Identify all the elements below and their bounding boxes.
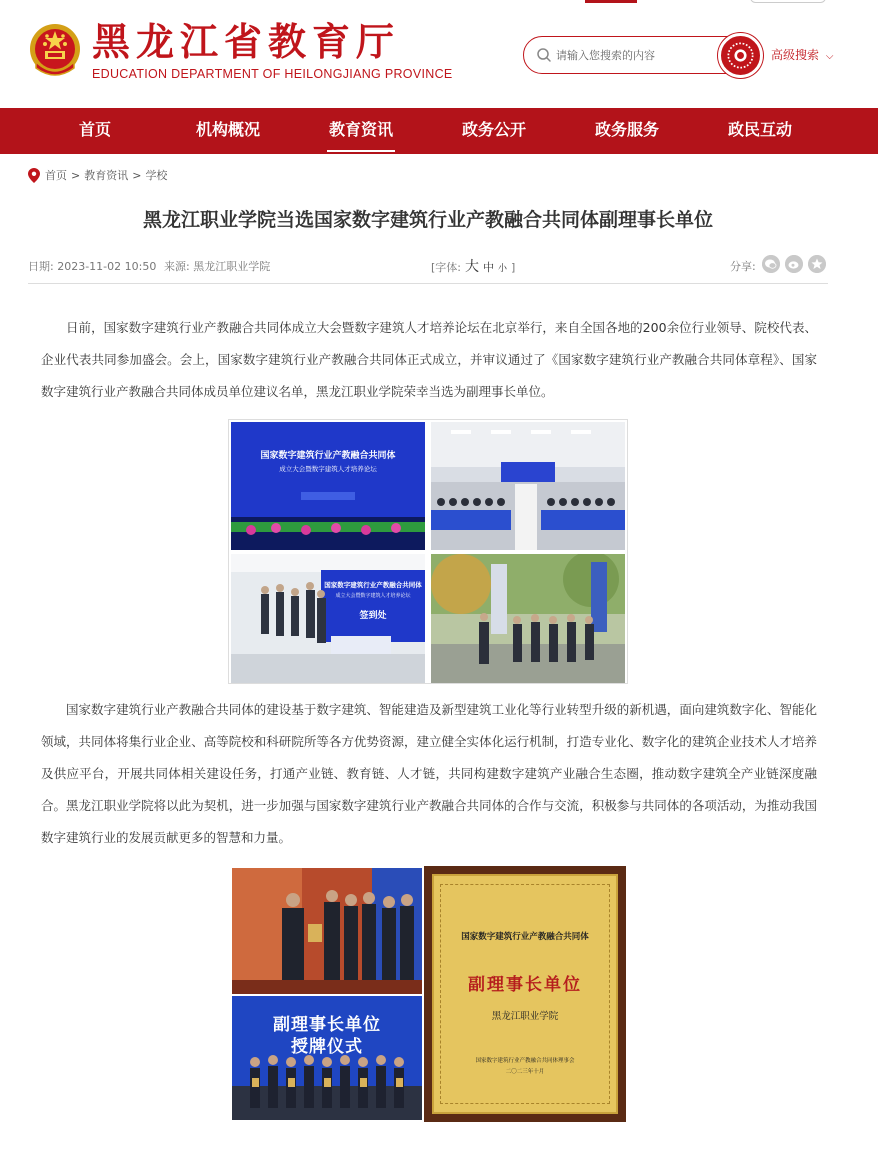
photo-conference-hall (431, 422, 625, 550)
breadcrumb-separator: > (71, 168, 81, 182)
source-value: 黑龙江职业学院 (193, 260, 271, 273)
site-subtitle: EDUCATION DEPARTMENT OF HEILONGJIANG PROVINCE (92, 67, 453, 81)
article-meta (28, 254, 828, 284)
article-title: 黑龙江职业学院当选国家数字建筑行业产教融合共同体副理事长单位 (142, 209, 713, 231)
font-small-button[interactable]: 小 (498, 264, 508, 274)
plaque-date: 二〇二三年十月 (505, 1069, 545, 1075)
breadcrumb-schools[interactable]: 学校 (145, 169, 168, 182)
ceremony-banner-line1: 副理事长单位 (273, 1015, 381, 1035)
article-paragraph-2: 国家数字建筑行业产教融合共同体的建设基于数字建筑、智能建造及新型建筑工业化等行业转型升级的新机遇，面向建筑数字化、智能化领域，共同体将集行业企业、高等院校和科研院所等各方优势资源，建立健全实体化运行机制，打造专业化、数字化的建筑企业技术人才培养及供应平台，开展共同体相关建设任务，打通产业链、教育链、人才链，共同构建数字建筑产业融合生态圈，推动数字建筑全产业链深度融合。黑龙江职业学院将以此为契机，进一步加强与国家数字建筑行业产教融合共同体的合作与交流，积极参与共同体的各项活动，为推动我国数字建筑行业的发展贡献更多的智慧和力量。 (41, 702, 817, 845)
wechat-share-icon[interactable] (762, 255, 780, 273)
signin-banner-subtitle: 成立大会暨数字建筑人才培养论坛 (335, 593, 411, 599)
nav-organization[interactable]: 机构概况 (195, 120, 260, 139)
search-icon (536, 47, 552, 63)
breadcrumb-home[interactable]: 首页 (45, 169, 67, 182)
font-medium-button[interactable]: 中 (483, 261, 494, 274)
share-label: 分享: (730, 260, 756, 273)
weibo-share-icon[interactable] (785, 255, 803, 273)
plaque-title: 国家数字建筑行业产教融合共同体 (461, 932, 589, 942)
breadcrumb (28, 166, 167, 184)
plaque-main-text: 副理事长单位 (468, 975, 582, 995)
photo-award-handover (232, 868, 422, 994)
nav-public-interaction[interactable]: 政民互动 (727, 120, 792, 139)
font-large-button[interactable]: 大 (465, 259, 479, 275)
signin-banner-title: 国家数字建筑行业产教融合共同体 (324, 581, 422, 589)
photo-collage-ceremony (228, 864, 628, 1122)
share-icons (762, 255, 826, 273)
plaque-school: 黑龙江职业学院 (491, 1011, 559, 1022)
site-header (0, 0, 878, 108)
nav-government-services[interactable]: 政务服务 (594, 120, 659, 139)
main-nav (0, 108, 878, 154)
font-size-label: [字体: (431, 261, 461, 274)
plaque-issuer: 国家数字建筑行业产教融合共同体理事会 (475, 1058, 575, 1064)
nav-education-news[interactable]: 教育资讯 (311, 108, 411, 154)
nav-home[interactable]: 首页 (78, 120, 111, 139)
award-handover-graphic (232, 868, 422, 994)
search-input[interactable] (556, 45, 716, 65)
photo-stage-screen (231, 422, 425, 550)
site-title[interactable]: 黑龙江省教育厅 (92, 20, 401, 64)
article-date (28, 258, 156, 274)
stage-screen-title: 国家数字建筑行业产教融合共同体 (260, 451, 396, 461)
stage-screen-graphic (231, 422, 425, 550)
source-label: 来源: (164, 260, 190, 273)
article-source (164, 258, 270, 274)
breadcrumb-education-news[interactable]: 教育资讯 (84, 169, 129, 182)
date-value: 2023-11-02 10:50 (57, 260, 157, 273)
stage-screen-subtitle: 成立大会暨数字建筑人才培养论坛 (279, 465, 377, 473)
ceremony-banner-line2: 授牌仪式 (291, 1037, 363, 1057)
chevron-down-icon: ⌵ (825, 51, 834, 62)
qzone-share-icon[interactable] (808, 255, 826, 273)
date-label: 日期: (28, 260, 54, 273)
conference-hall-graphic (431, 422, 625, 550)
national-emblem-icon[interactable] (28, 22, 82, 80)
location-pin-icon (28, 168, 40, 183)
signin-desk-label: 签到处 (359, 611, 387, 621)
advanced-search-label: 高级搜索 (771, 48, 820, 62)
photo-collage-forum (228, 419, 628, 684)
font-size-control (431, 256, 515, 276)
article-paragraph-1: 日前，国家数字建筑行业产教融合共同体成立大会暨数字建筑人才培养论坛在北京举行，来自全国各地的200余位行业领导、院校代表、企业代表共同参加盛会。会上，国家数字建筑行业产教融合共同体正式成立，并审议通过了《国家数字建筑行业产教融合共同体章程》、国家数字建筑行业产教融合共同体成员单位建议名单，黑龙江职业学院荣幸当选为副理事长单位。 (41, 320, 817, 399)
search-submit-button[interactable] (718, 33, 763, 78)
photo-signin-desk (231, 554, 425, 683)
nav-government-affairs[interactable]: 政务公开 (461, 120, 526, 139)
font-size-bracket: ] (511, 261, 516, 274)
photo-ceremony-group (232, 996, 422, 1120)
photo-award-plaque (424, 866, 626, 1122)
photo-outdoor-group (431, 554, 625, 683)
advanced-search-link[interactable] (771, 46, 833, 63)
outdoor-group-graphic (431, 554, 625, 683)
breadcrumb-separator: > (132, 168, 142, 182)
